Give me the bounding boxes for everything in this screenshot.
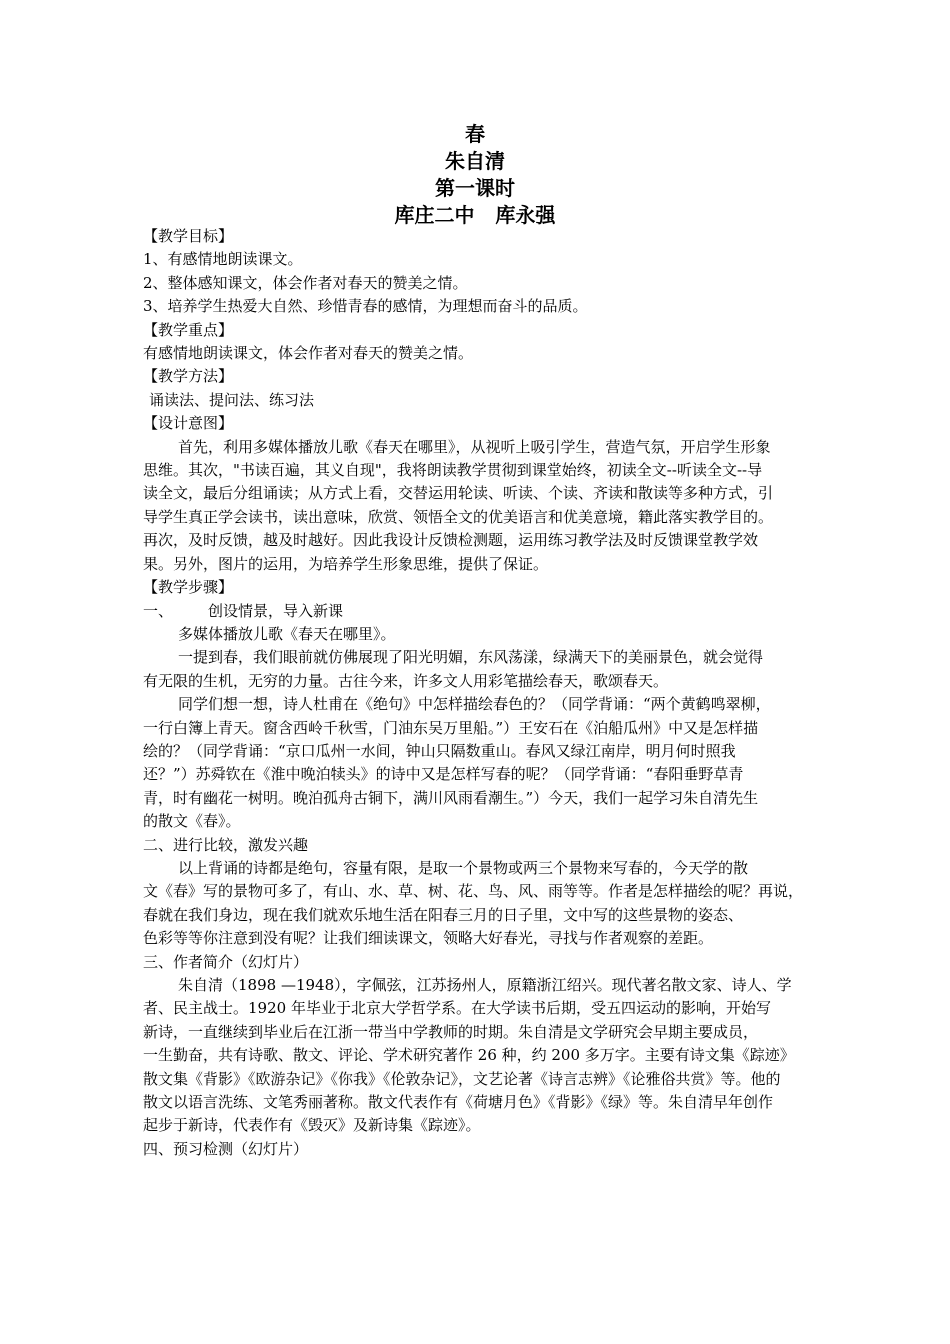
document-body xyxy=(143,225,821,1161)
lesson-label: 第一课时 xyxy=(435,176,515,200)
paragraph-line: 导学生真正学会读书，读出意味，欣赏、领悟全文的优美语言和优美意境，籍此落实教学目的。 xyxy=(143,507,774,526)
step-number: 一、 xyxy=(143,601,174,620)
paragraph-line: 一生勤奋，共有诗歌、散文、评论、学术研究著作 26 种，约 200 多万字。主要有诗文集《踪迹》 xyxy=(143,1046,795,1065)
step-heading: 三、作者简介（幻灯片） xyxy=(143,952,309,971)
paragraph-line: 的散文《春》。 xyxy=(143,812,241,831)
paragraph-line: 新诗，一直继续到毕业后在江浙一带当中学教师的时期。朱自清是文学研究会早期主要成员， xyxy=(143,1022,759,1041)
section-heading-design: 【设计意图】 xyxy=(143,414,234,433)
paragraph-line: 起步于新诗，代表作有《毁灭》及新诗集《踪迹》。 xyxy=(143,1116,481,1135)
paragraph-line: 绘的？（同学背诵：“京口瓜州一水间，钟山只隔数重山。春风又绿江南岸，明月何时照我 xyxy=(143,741,736,760)
objective-item: 1、有感情地朗读课文。 xyxy=(143,250,303,269)
paragraph-line: 文《春》写的景物可多了，有山、水、草、树、花、鸟、风、雨等等。作者是怎样描绘的呢？再说， xyxy=(143,882,804,901)
paragraph-line: 思维。其次，"书读百遍，其义自现"，我将朗读教学贯彻到课堂始终，初读全文--听读全文--导 xyxy=(143,461,763,480)
document-title: 春 xyxy=(465,122,485,146)
step-title: 创设情景，导入新课 xyxy=(208,601,344,620)
paragraph-line: 有无限的生机，无穷的力量。古往今来，许多文人用彩笔描绘春天，歌颂春天。 xyxy=(143,671,669,690)
teacher-info: 库庄二中 库永强 xyxy=(394,203,556,227)
objective-item: 2、整体感知课文，体会作者对春天的赞美之情。 xyxy=(143,273,468,292)
paragraph-line: 再次，及时反馈，越及时越好。因此我设计反馈检测题，运用练习教学法及时反馈课堂教学效 xyxy=(143,531,759,550)
step-heading: 四、预习检测（幻灯片） xyxy=(143,1139,309,1158)
key-point-text: 有感情地朗读课文，体会作者对春天的赞美之情。 xyxy=(143,344,474,363)
paragraph-line: 同学们想一想，诗人杜甫在《绝句》中怎样描绘春色的？（同学背诵：“两个黄鹤鸣翠柳， xyxy=(178,695,771,714)
paragraph-line: 散文以语言洗练、文笔秀丽著称。散文代表作有《荷塘月色》《背影》《绿》等。朱自清早年创作 xyxy=(143,1093,774,1112)
objective-item: 3、培养学生热爱大自然、珍惜青春的感情，为理想而奋斗的品质。 xyxy=(143,297,588,316)
methods-text: 诵读法、提问法、练习法 xyxy=(149,390,315,409)
paragraph-line: 读全文，最后分组诵读；从方式上看，交替运用轮读、听读、个读、齐读和散读等多种方式，引 xyxy=(143,484,774,503)
paragraph-line: 果。另外，图片的运用，为培养学生形象思维，提供了保证。 xyxy=(143,554,549,573)
paragraph-line: 朱自清（1898 —1948），字佩弦，江苏扬州人，原籍浙江绍兴。现代著名散文家、诗人、学 xyxy=(178,976,792,994)
paragraph-line: 者、民主战士。1920 年毕业于北京大学哲学系。在大学读书后期，受五四运动的影响，开始写 xyxy=(143,999,771,1018)
paragraph-line: 一提到春，我们眼前就仿佛展现了阳光明媚，东风荡漾，绿满天下的美丽景色，就会觉得 xyxy=(178,648,764,667)
author-name: 朱自清 xyxy=(445,149,505,173)
section-heading-steps: 【教学步骤】 xyxy=(143,578,234,597)
title-block xyxy=(0,121,950,229)
paragraph-line: 以上背诵的诗都是绝句，容量有限，是取一个景物或两三个景物来写春的，今天学的散 xyxy=(178,858,749,877)
paragraph-line: 还？”）苏舜钦在《淮中晚泊犊头》的诗中又是怎样写春的呢？（同学背诵：“春阳垂野草青 xyxy=(143,765,744,784)
step-heading xyxy=(143,600,821,623)
paragraph-line: 青，时有幽花一树明。晚泊孤舟古铜下，满川风雨看潮生。”）今天，我们一起学习朱自清先生 xyxy=(143,788,759,807)
step-heading: 二、进行比较，激发兴趣 xyxy=(143,835,309,854)
section-heading-key-points: 【教学重点】 xyxy=(143,320,234,339)
section-heading-methods: 【教学方法】 xyxy=(143,367,234,386)
paragraph-line: 散文集《背影》《欧游杂记》《你我》《伦敦杂记》，文艺论著《诗言志辨》《论雅俗共赏》等。他的 xyxy=(143,1069,781,1088)
paragraph-line: 春就在我们身边，现在我们就欢乐地生活在阳春三月的日子里，文中写的这些景物的姿态、 xyxy=(143,905,744,924)
paragraph-line: 多媒体播放儿歌《春天在哪里》。 xyxy=(178,624,396,643)
paragraph-line: 首先，利用多媒体播放儿歌《春天在哪里》，从视听上吸引学生，营造气氛，开启学生形象 xyxy=(178,437,771,456)
paragraph-line: 一行白簿上青天。窗含西岭千秋雪，门油东吴万里船。”）王安石在《泊船瓜州》中又是怎样描 xyxy=(143,718,759,737)
section-heading-objectives: 【教学目标】 xyxy=(143,227,234,245)
paragraph-line: 色彩等等你注意到没有呢？让我们细读课文，领略大好春光，寻找与作者观察的差距。 xyxy=(143,929,714,948)
